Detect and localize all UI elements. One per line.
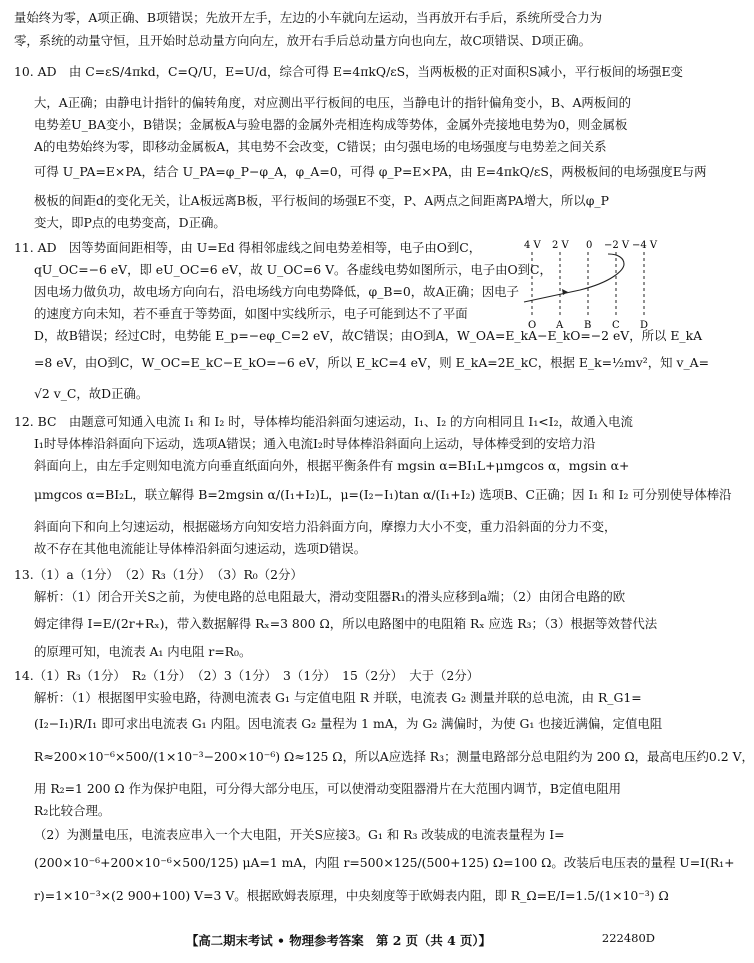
text-line: R≈200×10⁻⁶×500/(1×10⁻³−200×10⁻⁶) Ω≈125 Ω，所以A应选择 R₃；测量电路部分总电阻约为 200 Ω，最高电压约0.2 V， (34, 749, 754, 764)
text-line: I₁时导体棒沿斜面向下运动，选项A错误；通入电流I₂时导体棒沿斜面向上运动，导体棒受到的安培力沿 (34, 436, 596, 451)
potential-label: 2 V (552, 240, 569, 251)
text-line: 极板的间距d的变化无关，让A板远离B板，平行板间的场强E不变，P、A两点之间距离PA增大，所以φ_P (34, 193, 609, 208)
text-line: 用 R₂=1 200 Ω 作为保护电阻，可分得大部分电压，可以使滑动变阻器滑片在大范围内调节，B定值电阻用 (34, 781, 621, 796)
text-line: 姆定律得 I=E/(2r+Rₓ)，带入数据解得 Rₓ=3 800 Ω，所以电路图中的电阻箱 Rₓ 应选 R₃；（3）根据等效替代法 (34, 616, 658, 631)
text-line: (200×10⁻⁶+200×10⁻⁶×500/125) μA=1 mA，内阻 r=500×125/(500+125) Ω=100 Ω。改装后电压表的量程 U=I(R₁+ (34, 855, 735, 870)
potential-label: −4 V (632, 240, 658, 251)
equipotential-figure (520, 236, 660, 332)
text-line: A的电势始终为零，即移动金属板A，其电势不会改变，C错误；由匀强电场的电场强度与电势差之间关系 (34, 139, 607, 154)
point-label: C (612, 320, 620, 331)
text-line: 解析：（1）根据图甲实验电路，待测电流表 G₁ 与定值电阻 R 并联，电流表 G₂ 测量并联的总电流，由 R_G1= (34, 690, 642, 705)
arrow-icon (562, 289, 568, 295)
text-line: 故不存在其他电流能让导体棒沿斜面匀速运动，选项D错误。 (34, 541, 367, 556)
text-line: 变大，即P点的电势变高，D正确。 (34, 215, 226, 230)
text-line: 的原理可知，电流表 A₁ 内电阻 r=R₀。 (34, 644, 252, 659)
footer-title: 【高二期末考试 • 物理参考答案 第 2 页（共 4 页）】 (185, 933, 492, 948)
text-line: 11. AD 因等势面间距相等，由 U=Ed 得相邻虚线之间电势差相等，电子由O到C， (14, 240, 482, 255)
text-line: r)=1×10⁻³×(2 900+100) V=3 V。根据欧姆表原理，中央刻度等于欧姆表内阻，即 R_Ω=E/I=1.5/(1×10⁻³) Ω (34, 888, 669, 903)
potential-label: −2 V (604, 240, 630, 251)
text-line: 电势差U_BA变小，B错误；金属板A与验电器的金属外壳相连构成等势体，金属外壳接地电势为0，则金属板 (34, 117, 628, 132)
text-line: √2 v_C，故D正确。 (34, 386, 149, 401)
text-line: 的速度方向未知，若不垂直于等势面，如图中实线所示，电子可能到达不了平面 (34, 306, 468, 321)
point-label: B (584, 320, 592, 331)
text-line: (I₂−I₁)R/I₁ 即可求出电流表 G₁ 内阻。因电流表 G₂ 量程为 1 mA，为 G₂ 满偏时，为使 G₁ 也接近满偏，定值电阻 (34, 716, 663, 731)
text-line: μmgcos α=BI₂L，联立解得 B=2mgsin α/(I₁+I₂)L，μ=(I₂−I₁)tan α/(I₁+I₂) 选项B、C正确；因 I₁ 和 I₂ 可分别使导体棒沿 (34, 487, 732, 502)
point-label: D (640, 320, 649, 331)
text-line: =8 eV，由O到C，W_OC=E_kC−E_kO=−6 eV，所以 E_kC=4 eV，则 E_kA=2E_kC，根据 E_k=½mv²，知 v_A= (34, 355, 709, 370)
text-line: 解析：（1）闭合开关S之前，为使电路的总电阻最大，滑动变阻器R₁的滑头应移到a端；（2）由闭合电路的欧 (34, 589, 626, 604)
text-line: 斜面向下和向上匀速运动，根据磁场方向知安培力沿斜面方向，摩擦力大小不变，重力沿斜面的分力不变， (34, 519, 617, 534)
text-line: 14.（1）R₃（1分） R₂（1分） （2）3（1分） 3（1分） 15（2分） 大于（2分） (14, 668, 480, 683)
potential-label: 0 (586, 240, 593, 251)
text-line: 零，系统的动量守恒，且开始时总动量方向向左，放开右手后总动量方向也向左，故C项错误、D项正确。 (14, 33, 591, 48)
text-line: D，故B错误；经过C时，电势能 E_p=−eφ_C=2 eV，故C错误；由O到A，W_OA=E_kA−E_kO=−2 eV，所以 E_kA (34, 328, 703, 343)
text-line: （2）为测量电压，电流表应串入一个大电阻，开关S应接3。G₁ 和 R₃ 改装成的电流表量程为 I= (34, 827, 565, 842)
text-line: R₂比较合理。 (34, 803, 111, 818)
point-label: O (528, 320, 537, 331)
text-line: 斜面向上，由左手定则知电流方向垂直纸面向外，根据平衡条件有 mgsin α=BI₁L+μmgcos α，mgsin α+ (34, 458, 630, 473)
text-line: qU_OC=−6 eV，即 eU_OC=6 eV，故 U_OC=6 V。各虚线电势如图所示，电子由O到C， (34, 262, 552, 277)
text-line: 12. BC 由题意可知通入电流 I₁ 和 I₂ 时，导体棒均能沿斜面匀速运动，I₁、I₂ 的方向相同且 I₁<I₂，故通入电流 (14, 414, 633, 429)
text-line: 13.（1）a（1分） （2）R₃（1分） （3）R₀（2分） (14, 567, 303, 582)
text-line: 大，A正确；由静电计指针的偏转角度，对应测出平行板间的电压，当静电计的指针偏角变小，B、A两板间的 (34, 95, 631, 110)
text-line: 10. AD 由 C=εS/4πkd，C=Q/U，E=U/d，综合可得 E=4πkQ/εS，当两板极的正对面积S减小，平行板间的场强E变 (14, 64, 683, 79)
potential-label: 4 V (524, 240, 541, 251)
text-line: 可得 U_PA=E×PA，结合 U_PA=φ_P−φ_A，φ_A=0，可得 φ_P=E×PA，由 E=4πkQ/εS，两极板间的电场强度E与两 (34, 164, 707, 179)
doc-code: 222480D (601, 931, 655, 945)
point-label: A (556, 320, 564, 331)
text-line: 量始终为零，A项正确、B项错误；先放开左手，左边的小车就向左运动，当再放开右手后，系统所受合力为 (14, 10, 603, 25)
text-line: 因电场力做负功，故电场方向向右，沿电场线方向电势降低，φ_B=0，故A正确；因电子 (34, 284, 519, 299)
electron-trajectory (524, 254, 624, 302)
